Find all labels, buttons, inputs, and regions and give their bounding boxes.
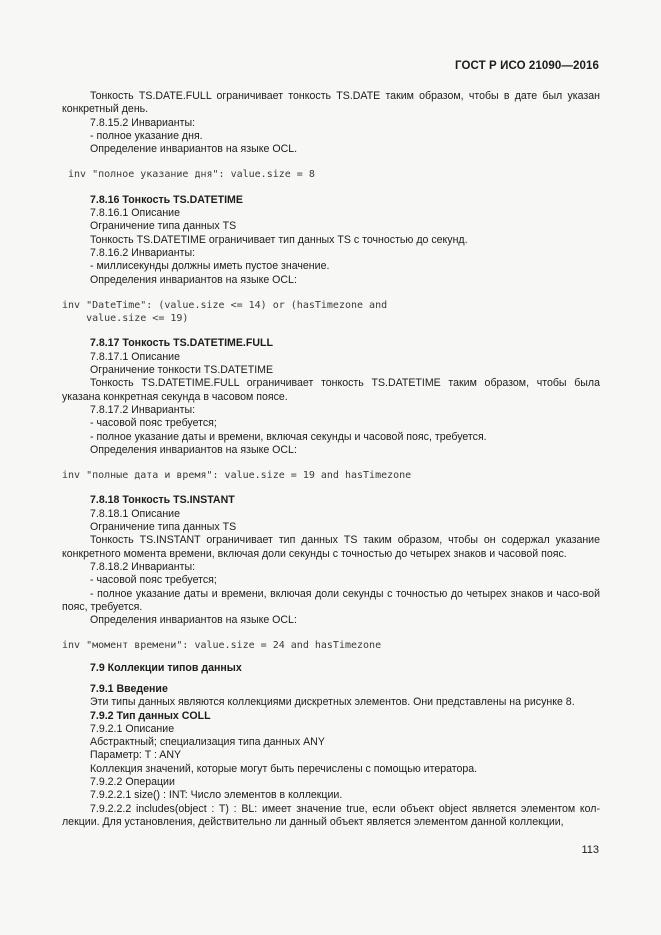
subsection-number: 7.9.2.2 Операции: [90, 776, 175, 789]
bullet-item: - полное указание даты и времени, включая секунды и часовой пояс, требуется.: [90, 430, 487, 443]
paragraph: 7.9.2.2.1 size() : INT: Число элементов в коллекции.: [90, 789, 343, 802]
paragraph: 7.9.2.2.2 includes(object : T) : BL: имеет значение true, если объект object является элементом кол-лекции. Для установления, действительно ли данный объект является элементом данной коллекции,: [62, 802, 600, 828]
bullet-item: - полное указание дня.: [90, 129, 203, 142]
section-heading: 7.8.18 Тонкость TS.INSTANT: [90, 494, 235, 507]
paragraph: Тонкость TS.INSTANT ограничивает тип данных TS таким образом, чтобы он содержал указание конкретного момента времени, включая доли секунды с точностью до четырех знаков и часовой пояс.: [62, 534, 600, 560]
page-body: [62, 90, 600, 829]
code-line: inv "полные дата и время": value.size = 19 and hasTimezone: [62, 470, 412, 482]
code-line: inv "момент времени": value.size = 24 and hasTimezone: [62, 640, 382, 652]
subsection-number: 7.8.18.1 Описание: [90, 507, 180, 520]
paragraph: Тонкость TS.DATETIME ограничивает тип данных TS с точностью до секунд.: [90, 233, 468, 246]
paragraph: Абстрактный; специализация типа данных ANY: [90, 736, 325, 749]
bullet-item: - миллисекунды должны иметь пустое значение.: [90, 260, 330, 273]
section-heading: 7.9 Коллекции типов данных: [90, 661, 242, 674]
paragraph: Эти типы данных являются коллекциями дискретных элементов. Они представлены на рисунке 8.: [90, 696, 575, 709]
paragraph: Определения инвариантов на языке OCL:: [90, 443, 297, 456]
section-heading: 7.9.2 Тип данных COLL: [90, 709, 211, 722]
subsection-number: 7.9.2.1 Описание: [90, 722, 175, 735]
paragraph: Ограничение типа данных TS: [90, 220, 237, 233]
subsection-number: 7.8.15.2 Инварианты:: [90, 116, 196, 129]
paragraph: Параметр: T : ANY: [90, 749, 182, 762]
page-number: 113: [581, 844, 599, 856]
paragraph: Коллекция значений, которые могут быть перечислены с помощью итератора.: [90, 762, 478, 775]
subsection-number: 7.8.18.2 Инварианты:: [90, 560, 196, 573]
subsection-number: 7.8.17.1 Описание: [90, 350, 180, 363]
subsection-number: 7.8.16.2 Инварианты:: [90, 246, 196, 259]
paragraph: Тонкость TS.DATETIME.FULL ограничивает тонкость TS.DATETIME таким образом, чтобы была указана конкретная секунда в часовом поясе.: [62, 377, 600, 403]
subsection-number: 7.8.16.1 Описание: [90, 207, 180, 220]
subsection-number: 7.8.17.2 Инварианты:: [90, 403, 196, 416]
paragraph: Определения инвариантов на языке OCL:: [90, 273, 297, 286]
paragraph: Определения инвариантов на языке OCL:: [90, 614, 297, 627]
paragraph: Ограничение типа данных TS: [90, 521, 237, 534]
code-line: inv "DateTime": (value.size <= 14) or (hasTimezone and: [62, 299, 388, 311]
section-heading: 7.8.17 Тонкость TS.DATETIME.FULL: [90, 337, 273, 350]
paragraph: Ограничение тонкости TS.DATETIME: [90, 364, 274, 377]
bullet-item: - часовой пояс требуется;: [90, 574, 217, 587]
code-line: inv "полное указание дня": value.size = 8: [62, 169, 315, 181]
paragraph: Тонкость TS.DATE.FULL ограничивает тонкость TS.DATE таким образом, чтобы в дате был указан конкретный день.: [62, 90, 600, 116]
bullet-item: - полное указание даты и времени, включая доли секунды с точностью до четырех знаков и часо-вой пояс, требуется.: [62, 587, 600, 613]
paragraph: Определение инвариантов на языке OCL.: [90, 143, 298, 156]
section-heading: 7.9.1 Введение: [90, 682, 168, 695]
document-header: ГОСТ Р ИСО 21090—2016: [454, 60, 599, 72]
code-line: value.size <= 19): [62, 313, 189, 325]
bullet-item: - часовой пояс требуется;: [90, 417, 217, 430]
section-heading: 7.8.16 Тонкость TS.DATETIME: [90, 193, 243, 206]
